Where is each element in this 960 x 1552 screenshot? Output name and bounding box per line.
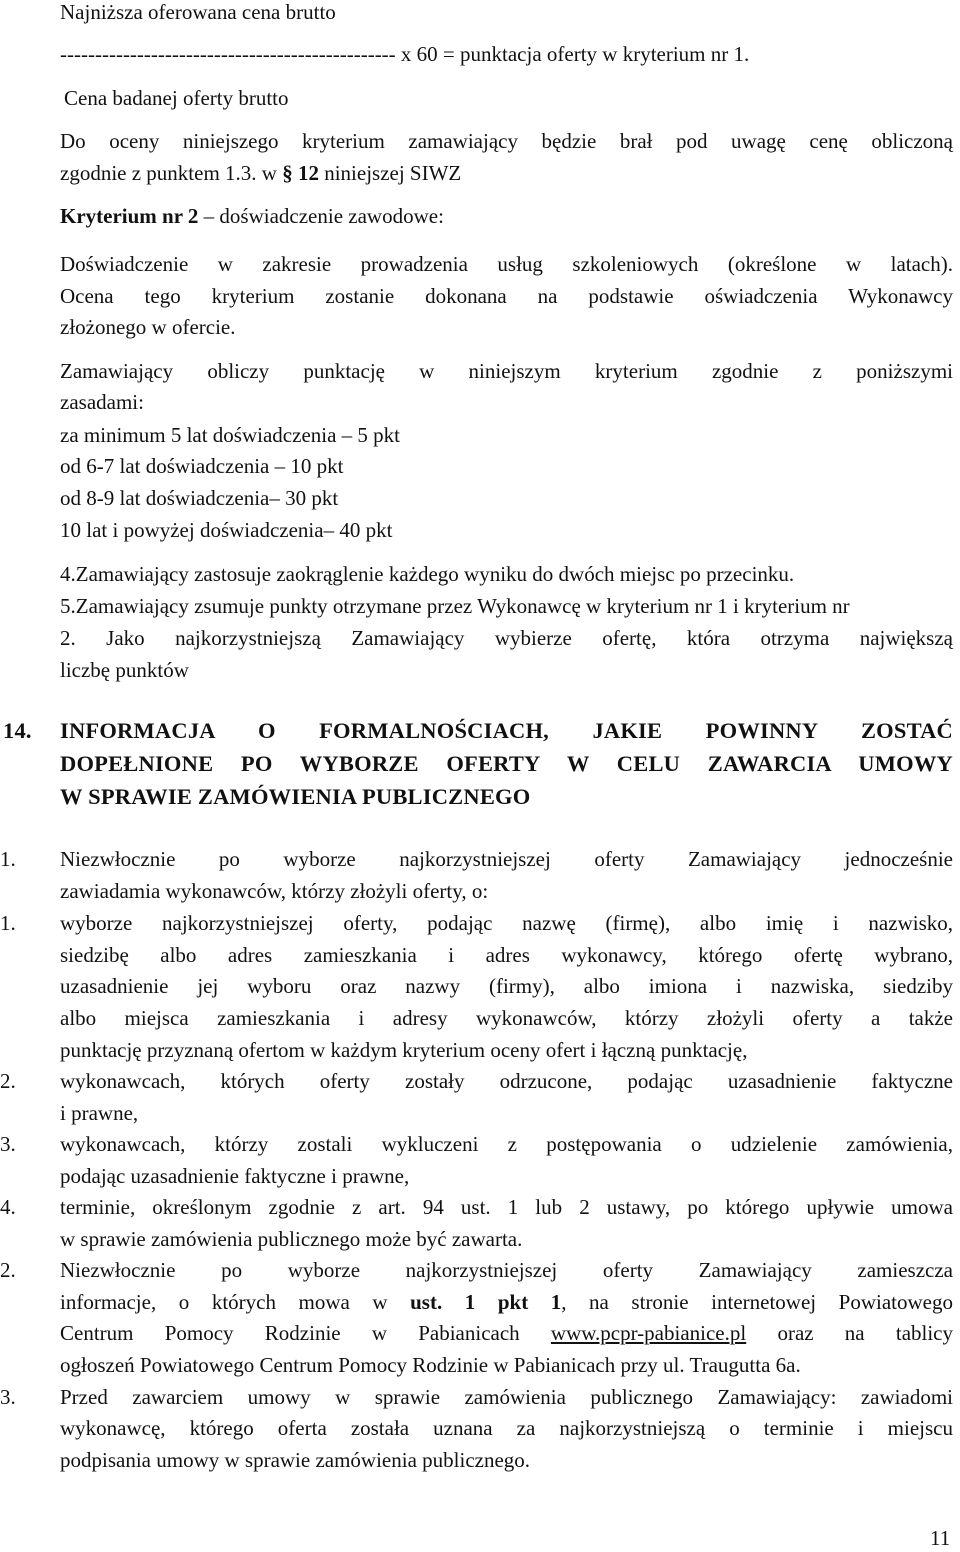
criterion2-title: Kryterium nr 2 – doświadczenie zawodowe:: [60, 204, 444, 228]
criterion1-line1: Do oceny niniejszego kryterium zamawiający będzie brał pod uwagę cenę obliczoną: [60, 129, 953, 153]
criterion2-paragraph2-line2: zasadami:: [60, 390, 144, 414]
rule-item: od 6-7 lat doświadczenia – 10 pkt: [60, 454, 344, 478]
rule-item: od 8-9 lat doświadczenia– 30 pkt: [60, 486, 339, 510]
subitem3-line2: podając uzasadnienie faktyczne i prawne,: [60, 1164, 410, 1188]
criterion2-paragraph1-line3: złożonego w ofercie.: [60, 315, 236, 339]
page-number: 11: [930, 1526, 951, 1550]
item3-line1: Przed zawarciem umowy w sprawie zamówienia publicznego Zamawiający: zawiadomi: [60, 1385, 953, 1409]
subitem1-line1: wyborze najkorzystniejszej oferty, podając nazwę (firmę), albo imię i nazwisko,: [60, 911, 953, 935]
criterion2-paragraph2-line1: Zamawiający obliczy punktację w niniejszym kryterium zgodnie z poniższymi: [60, 359, 953, 383]
subitem2-number: 2.: [0, 1069, 16, 1093]
criterion2-paragraph1-line1: Doświadczenie w zakresie prowadzenia usług szkoleniowych (określone w latach).: [60, 252, 953, 276]
section14-title-line3: W SPRAWIE ZAMÓWIENIA PUBLICZNEGO: [60, 784, 531, 809]
subitem1-line5: punktację przyznaną ofertom w każdym kryterium oceny ofert i łączną punktację,: [60, 1038, 748, 1062]
pcpr-website-link[interactable]: www.pcpr-pabianice.pl: [550, 1321, 747, 1345]
subitem4-number: 4.: [0, 1195, 16, 1219]
subitem1-line3: uzasadnienie jej wyboru oraz nazwy (firmy), albo imiona i nazwiska, siedziby: [60, 974, 953, 998]
item2-line1: Niezwłocznie po wyborze najkorzystniejszej oferty Zamawiający zamieszcza: [60, 1258, 953, 1282]
item3-line2: wykonawcę, którego oferta została uznana za najkorzystniejszą o terminie i miejscu: [60, 1416, 953, 1440]
formula-line: ------------------------------------------------ x 60 = punktacja oferty w kryterium nr 1.: [60, 42, 750, 66]
section14-number: 14.: [3, 718, 32, 743]
item2-line3: Centrum Pomocy Rodzinie w Pabianicach www.pcpr-pabianice.pl oraz na tablicy: [60, 1321, 953, 1345]
subitem3-line1: wykonawcach, którzy zostali wykluczeni z postępowania o udzielenie zamówienia,: [60, 1132, 953, 1156]
subitem4-line1: terminie, określonym zgodnie z art. 94 ust. 1 lub 2 ustawy, po którego upływie umowa: [60, 1195, 953, 1219]
subitem2-line1: wykonawcach, których oferty zostały odrzucone, podając uzasadnienie faktyczne: [60, 1069, 953, 1093]
subitem4-line2: w sprawie zamówienia publicznego może być zawarta.: [60, 1227, 523, 1251]
criterion1-line2: zgodnie z punktem 1.3. w § 12 niniejszej SIWZ: [60, 161, 462, 185]
rule-item: za minimum 5 lat doświadczenia – 5 pkt: [60, 423, 400, 447]
item2-number: 2.: [0, 1258, 16, 1282]
point-5-line2: 2. Jako najkorzystniejszą Zamawiający wybierze ofertę, która otrzyma największą: [60, 626, 953, 650]
item1-line2: zawiadamia wykonawców, którzy złożyli oferty, o:: [60, 879, 489, 903]
item1-line1: Niezwłocznie po wyborze najkorzystniejszej oferty Zamawiający jednocześnie: [60, 847, 953, 871]
section14-title-line2: DOPEŁNIONE PO WYBORZE OFERTY W CELU ZAWARCIA UMOWY: [60, 751, 953, 776]
point-5-line3: liczbę punktów: [60, 658, 189, 682]
item2-line2: informacje, o których mowa w ust. 1 pkt 1, na stronie internetowej Powiatowego: [60, 1290, 953, 1314]
formula-denominator: Cena badanej oferty brutto: [64, 86, 289, 110]
subitem1-line4: albo miejsca zamieszkania i adresy wykonawców, którzy złożyli oferty a także: [60, 1006, 953, 1030]
item3-line3: podpisania umowy w sprawie zamówienia publicznego.: [60, 1448, 531, 1472]
subitem2-line2: i prawne,: [60, 1101, 139, 1125]
criterion2-paragraph1-line2: Ocena tego kryterium zostanie dokonana na podstawie oświadczenia Wykonawcy: [60, 284, 953, 308]
point-4: 4.Zamawiający zastosuje zaokrąglenie każdego wyniku do dwóch miejsc po przecinku.: [60, 562, 795, 586]
formula-numerator: Najniższa oferowana cena brutto: [60, 0, 336, 24]
subitem3-number: 3.: [0, 1132, 16, 1156]
section14-title-line1: INFORMACJA O FORMALNOŚCIACH, JAKIE POWINNY ZOSTAĆ: [60, 718, 953, 743]
subitem1-number: 1.: [0, 911, 16, 935]
subitem1-line2: siedzibę albo adres zamieszkania i adres wykonawcy, którego ofertę wybrano,: [60, 943, 953, 967]
item3-number: 3.: [0, 1385, 16, 1409]
rule-item: 10 lat i powyżej doświadczenia– 40 pkt: [60, 518, 393, 542]
item1-number: 1.: [0, 847, 16, 871]
item2-line4: ogłoszeń Powiatowego Centrum Pomocy Rodzinie w Pabianicach przy ul. Traugutta 6a.: [60, 1353, 801, 1377]
point-5-line1: 5.Zamawiający zsumuje punkty otrzymane przez Wykonawcę w kryterium nr 1 i kryterium nr: [60, 594, 850, 618]
